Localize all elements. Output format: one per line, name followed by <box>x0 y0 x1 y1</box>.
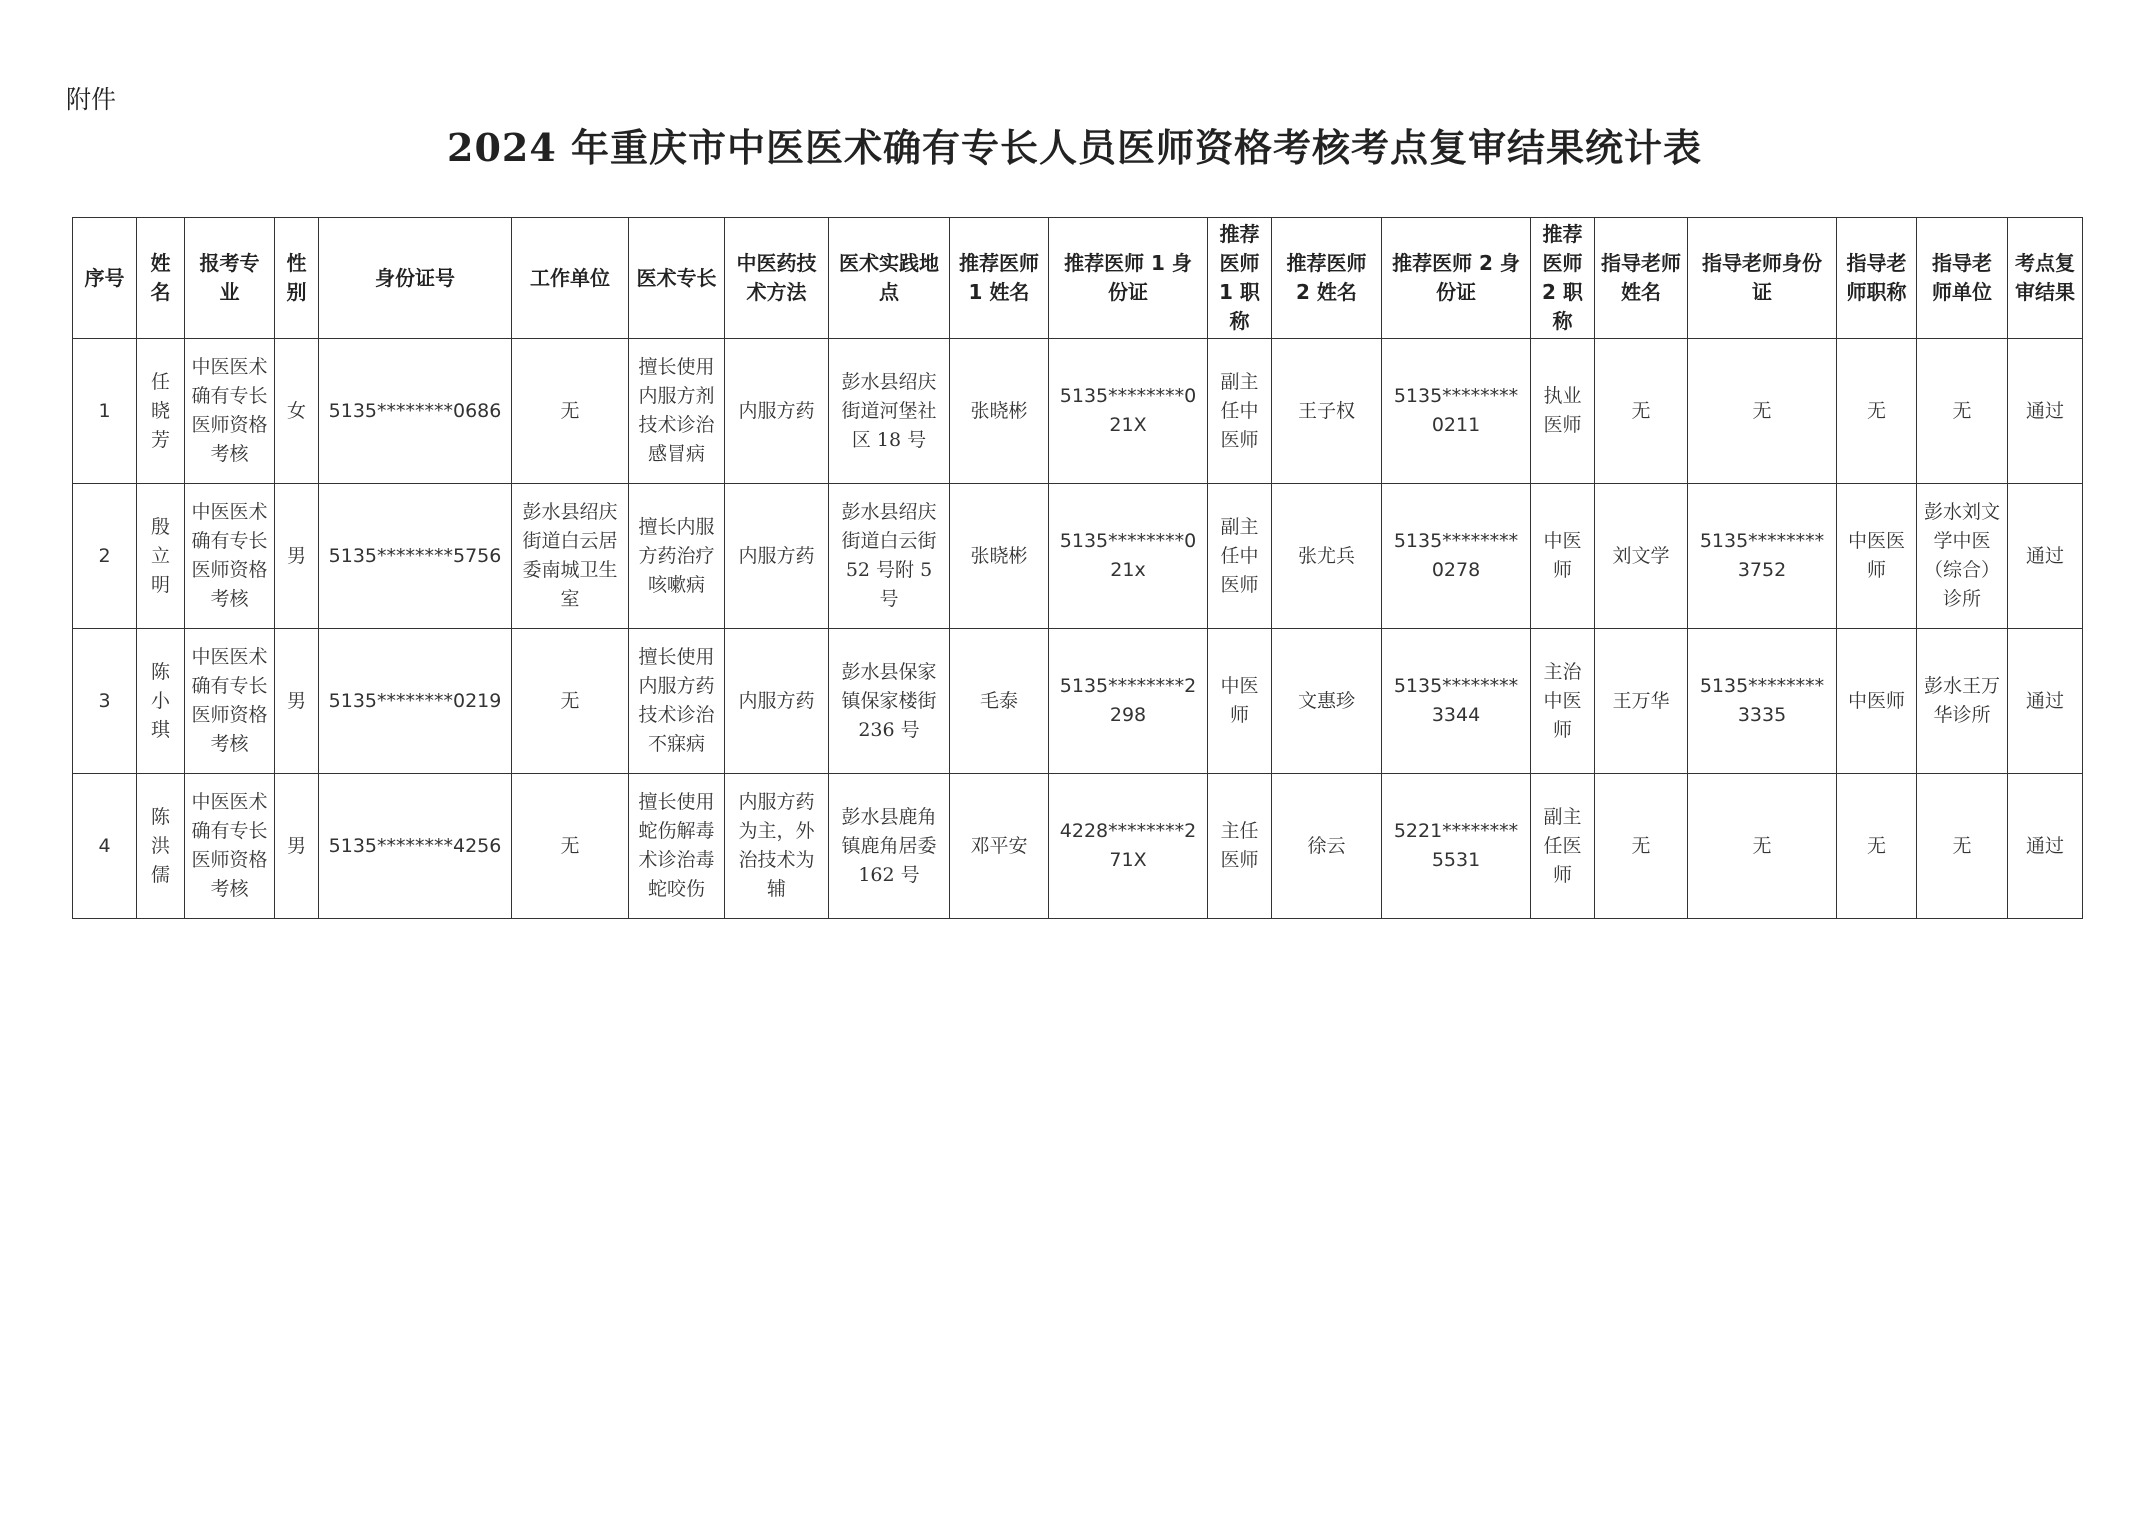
attachment-label: 附件 <box>66 85 117 114</box>
cell-id-number: 5135********0219 <box>319 629 512 774</box>
cell-index: 2 <box>73 484 137 629</box>
cell-review-result: 通过 <box>2008 339 2083 484</box>
cell-ref1-name: 张晓彬 <box>950 339 1049 484</box>
cell-workplace: 彭水县绍庆街道白云居委南城卫生室 <box>512 484 629 629</box>
cell-id-number: 5135********5756 <box>319 484 512 629</box>
col-ref1-name: 推荐医师 1 姓名 <box>950 218 1049 339</box>
cell-specialty: 擅长使用蛇伤解毒术诊治毒蛇咬伤 <box>629 774 725 919</box>
cell-ref2-id: 5221********5531 <box>1382 774 1531 919</box>
cell-ref1-id: 5135********021x <box>1049 484 1208 629</box>
cell-exam-major: 中医医术确有专长医师资格考核 <box>185 484 275 629</box>
cell-ref2-title: 副主任医师 <box>1531 774 1595 919</box>
cell-gender: 男 <box>275 629 319 774</box>
cell-practice-location: 彭水县鹿角镇鹿角居委 162 号 <box>829 774 950 919</box>
cell-id-number: 5135********0686 <box>319 339 512 484</box>
cell-mentor-unit: 无 <box>1917 339 2008 484</box>
cell-mentor-unit: 无 <box>1917 774 2008 919</box>
cell-ref1-id: 5135********2298 <box>1049 629 1208 774</box>
cell-mentor-name: 刘文学 <box>1595 484 1688 629</box>
col-workplace: 工作单位 <box>512 218 629 339</box>
cell-mentor-name: 王万华 <box>1595 629 1688 774</box>
col-ref1-title: 推荐医师 1 职称 <box>1208 218 1272 339</box>
table-row <box>73 339 2083 484</box>
cell-ref1-id: 4228********271X <box>1049 774 1208 919</box>
cell-ref2-name: 徐云 <box>1272 774 1382 919</box>
cell-name: 陈洪儒 <box>137 774 185 919</box>
col-ref2-id: 推荐医师 2 身份证 <box>1382 218 1531 339</box>
cell-ref2-name: 王子权 <box>1272 339 1382 484</box>
cell-ref1-title: 副主任中医师 <box>1208 339 1272 484</box>
cell-practice-location: 彭水县绍庆街道河堡社区 18 号 <box>829 339 950 484</box>
table-row <box>73 484 2083 629</box>
cell-review-result: 通过 <box>2008 774 2083 919</box>
cell-name: 任晓芳 <box>137 339 185 484</box>
cell-review-result: 通过 <box>2008 629 2083 774</box>
cell-ref1-title: 主任医师 <box>1208 774 1272 919</box>
cell-mentor-id: 无 <box>1688 774 1837 919</box>
col-ref2-title: 推荐医师 2 职称 <box>1531 218 1595 339</box>
col-gender: 性别 <box>275 218 319 339</box>
cell-workplace: 无 <box>512 339 629 484</box>
cell-practice-location: 彭水县绍庆街道白云街 52 号附 5 号 <box>829 484 950 629</box>
cell-specialty: 擅长内服方药治疗咳嗽病 <box>629 484 725 629</box>
cell-name: 陈小琪 <box>137 629 185 774</box>
cell-tcm-method: 内服方药 <box>725 339 829 484</box>
cell-mentor-unit: 彭水刘文学中医（综合）诊所 <box>1917 484 2008 629</box>
cell-ref1-title: 中医师 <box>1208 629 1272 774</box>
cell-ref2-title: 执业医师 <box>1531 339 1595 484</box>
cell-practice-location: 彭水县保家镇保家楼街 236 号 <box>829 629 950 774</box>
col-index: 序号 <box>73 218 137 339</box>
cell-mentor-name: 无 <box>1595 339 1688 484</box>
cell-mentor-id: 5135********3752 <box>1688 484 1837 629</box>
cell-name: 殷立明 <box>137 484 185 629</box>
col-tcm-method: 中医药技术方法 <box>725 218 829 339</box>
cell-ref2-id: 5135********0278 <box>1382 484 1531 629</box>
cell-workplace: 无 <box>512 629 629 774</box>
cell-exam-major: 中医医术确有专长医师资格考核 <box>185 339 275 484</box>
col-mentor-title: 指导老师职称 <box>1837 218 1917 339</box>
col-name: 姓名 <box>137 218 185 339</box>
page-title: 2024 年重庆市中医医术确有专长人员医师资格考核考点复审结果统计表 <box>447 125 1702 170</box>
cell-gender: 男 <box>275 484 319 629</box>
cell-index: 4 <box>73 774 137 919</box>
cell-specialty: 擅长使用内服方药技术诊治不寐病 <box>629 629 725 774</box>
cell-mentor-id: 5135********3335 <box>1688 629 1837 774</box>
cell-specialty: 擅长使用内服方剂技术诊治感冒病 <box>629 339 725 484</box>
cell-mentor-id: 无 <box>1688 339 1837 484</box>
cell-mentor-title: 中医师 <box>1837 629 1917 774</box>
header-row <box>73 218 2083 339</box>
cell-gender: 男 <box>275 774 319 919</box>
col-mentor-name: 指导老师姓名 <box>1595 218 1688 339</box>
cell-ref2-name: 张尤兵 <box>1272 484 1382 629</box>
cell-id-number: 5135********4256 <box>319 774 512 919</box>
cell-ref2-title: 中医师 <box>1531 484 1595 629</box>
cell-mentor-title: 中医医师 <box>1837 484 1917 629</box>
col-practice-location: 医术实践地点 <box>829 218 950 339</box>
cell-review-result: 通过 <box>2008 484 2083 629</box>
cell-ref1-name: 毛泰 <box>950 629 1049 774</box>
col-id-number: 身份证号 <box>319 218 512 339</box>
cell-ref1-title: 副主任中医师 <box>1208 484 1272 629</box>
table-row <box>73 774 2083 919</box>
col-mentor-unit: 指导老师单位 <box>1917 218 2008 339</box>
cell-mentor-title: 无 <box>1837 774 1917 919</box>
col-ref1-id: 推荐医师 1 身份证 <box>1049 218 1208 339</box>
col-ref2-name: 推荐医师 2 姓名 <box>1272 218 1382 339</box>
cell-mentor-unit: 彭水王万华诊所 <box>1917 629 2008 774</box>
col-review-result: 考点复审结果 <box>2008 218 2083 339</box>
cell-index: 1 <box>73 339 137 484</box>
cell-gender: 女 <box>275 339 319 484</box>
cell-workplace: 无 <box>512 774 629 919</box>
cell-tcm-method: 内服方药为主，外治技术为辅 <box>725 774 829 919</box>
cell-ref2-id: 5135********3344 <box>1382 629 1531 774</box>
col-specialty: 医术专长 <box>629 218 725 339</box>
cell-mentor-name: 无 <box>1595 774 1688 919</box>
cell-tcm-method: 内服方药 <box>725 484 829 629</box>
cell-ref1-name: 邓平安 <box>950 774 1049 919</box>
cell-exam-major: 中医医术确有专长医师资格考核 <box>185 629 275 774</box>
col-mentor-id: 指导老师身份证 <box>1688 218 1837 339</box>
cell-ref2-title: 主治中医师 <box>1531 629 1595 774</box>
cell-tcm-method: 内服方药 <box>725 629 829 774</box>
cell-mentor-title: 无 <box>1837 339 1917 484</box>
results-table <box>72 217 2083 919</box>
cell-ref1-id: 5135********021X <box>1049 339 1208 484</box>
col-exam-major: 报考专业 <box>185 218 275 339</box>
cell-ref1-name: 张晓彬 <box>950 484 1049 629</box>
cell-ref2-id: 5135********0211 <box>1382 339 1531 484</box>
cell-ref2-name: 文惠珍 <box>1272 629 1382 774</box>
cell-index: 3 <box>73 629 137 774</box>
cell-exam-major: 中医医术确有专长医师资格考核 <box>185 774 275 919</box>
table-row <box>73 629 2083 774</box>
